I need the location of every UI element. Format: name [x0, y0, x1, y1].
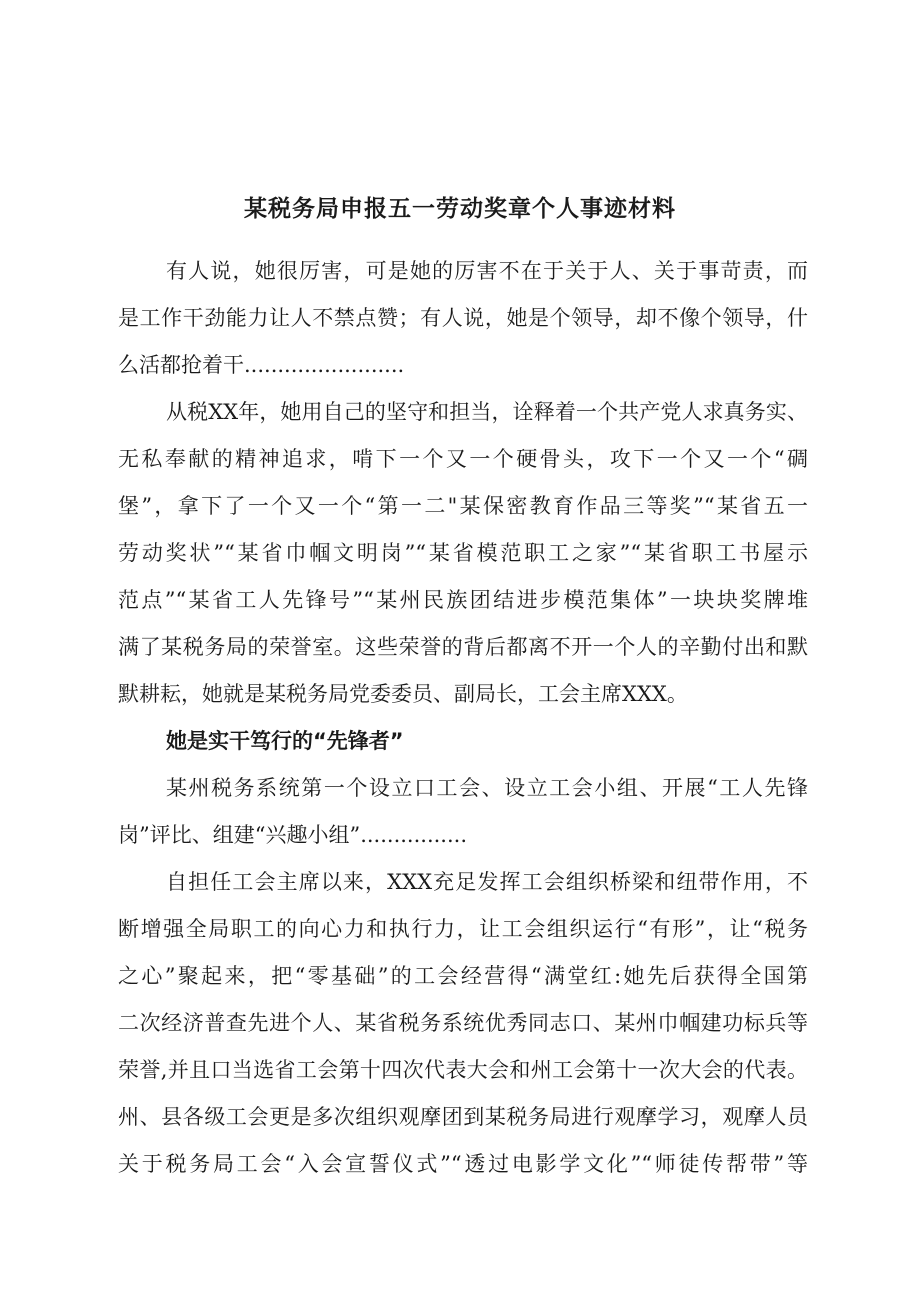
paragraph-2-line-4: 劳动奖状”“某省巾帼文明岗”“某省模范职工之家”“某省职工书屋示 [118, 541, 808, 565]
paragraph-1-line-1: 有人说，她很厉害，可是她的厉害不在于关于人、关于事苛责，而 [166, 259, 808, 283]
paragraph-4-line-5: 荣誉,并且口当选省工会第十四次代表大会和州工会第十一次大会的代表。 [118, 1058, 808, 1082]
paragraph-4-line-1: 自担任工会主席以来，XXX充足发挥工会组织桥梁和纽带作用，不 [166, 870, 808, 894]
paragraph-2-line-6: 满了某税务局的荣誉室。这些荣誉的背后都离不开一个人的辛勤付出和默 [118, 635, 808, 659]
paragraph-4-line-3: 之心”聚起来，把“零基础”的工会经营得“满堂红:她先后获得全国第 [118, 964, 808, 988]
paragraph-2-line-3: 堡”，拿下了一个又一个“第一二"某保密教育作品三等奖”“某省五一 [118, 494, 808, 518]
paragraph-4-line-7: 关于税务局工会“入会宣誓仪式”“透过电影学文化”“师徒传帮带”等 [118, 1152, 808, 1176]
paragraph-1-line-3: 么活都抢着干........................ [118, 353, 405, 377]
paragraph-2-line-5: 范点”“某省工人先锋号”“某州民族团结进步模范集体”一块块奖牌堆 [118, 588, 808, 612]
paragraph-2-line-2: 无私奉献的精神追求，啃下一个又一个硬骨头，攻下一个又一个“碉 [118, 447, 808, 471]
paragraph-1-line-2: 是工作干劲能力让人不禁点赞；有人说，她是个领导，却不像个领导，什 [118, 306, 808, 330]
document-title: 某税务局申报五一劳动奖章个人事迹材料 [244, 196, 676, 222]
paragraph-3-line-2: 岗”评比、组建“兴趣小组”................ [118, 823, 468, 847]
section-heading: 她是实干笃行的“先锋者” [166, 729, 404, 753]
paragraph-2-line-1: 从税XX年，她用自己的坚守和担当，诠释着一个共产党人求真务实、 [166, 400, 808, 424]
paragraph-4-line-2: 断增强全局职工的向心力和执行力，让工会组织运行“有形”，让“税务 [118, 917, 808, 941]
paragraph-2-line-7: 默耕耘，她就是某税务局党委委员、副局长，工会主席XXX。 [118, 682, 688, 706]
paragraph-4-line-6: 州、县各级工会更是多次组织观摩团到某税务局进行观摩学习，观摩人员 [118, 1105, 808, 1129]
paragraph-4-line-4: 二次经济普查先进个人、某省税务系统优秀同志口、某州巾帼建功标兵等 [118, 1011, 808, 1035]
paragraph-3-line-1: 某州税务系统第一个设立口工会、设立工会小组、开展“工人先锋 [166, 776, 808, 800]
